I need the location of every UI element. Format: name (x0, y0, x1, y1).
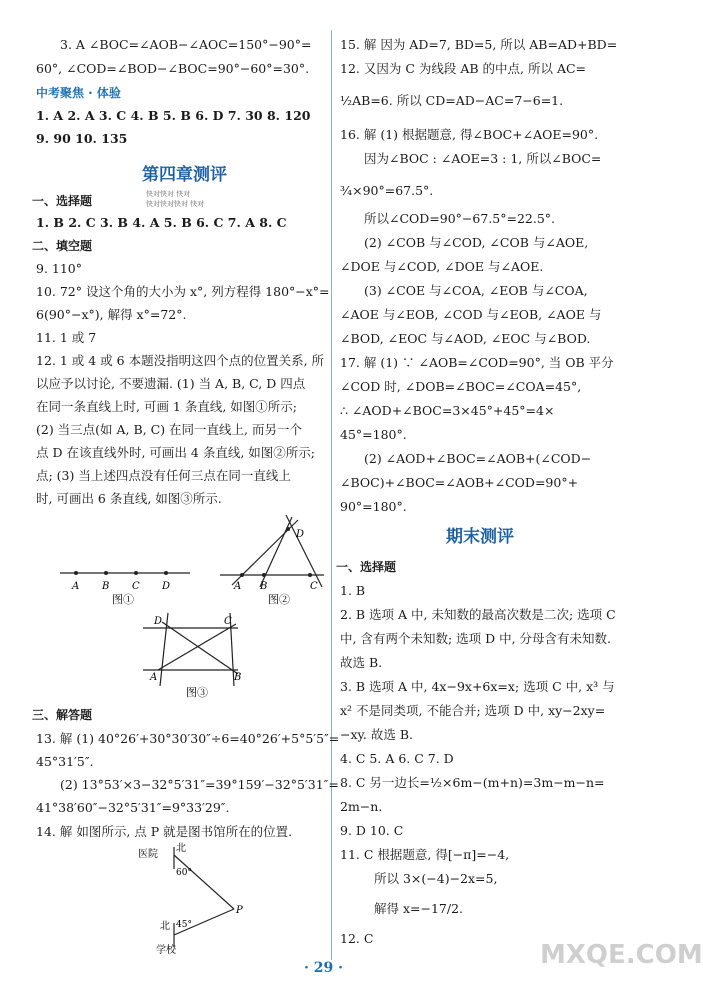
label-north-2: 北 (160, 921, 170, 932)
answer-17-g: 90°=180°. (340, 499, 407, 514)
label-school: 学校 (156, 945, 176, 956)
answer-13: 13. 解 (1) 40°26′+30°30′30″÷6=40°26′+5°5′5″= (36, 731, 340, 746)
heading-fill: 二、填空题 (32, 239, 93, 253)
answer-15-b: 12. 又因为 C 为线段 AB 的中点, 所以 AC= (340, 61, 587, 76)
chapter-4-title: 第四章测评 (142, 165, 227, 185)
final-q11: 11. C 根据题意, 得[−π]=−4, (340, 847, 510, 862)
answer-15: 15. 解 因为 AD=7, BD=5, 所以 AB=AD+BD= (340, 37, 618, 52)
watermark-site: MXQE.COM (540, 940, 703, 970)
figure-14 (134, 843, 264, 955)
fill-12-b: 以应予以讨论, 不要遗漏. (1) 当 A, B, C, D 四点 (36, 376, 306, 391)
section-zhongkao: 中考聚焦 · 体验 (36, 86, 121, 100)
answer-17-d: 45°=180°. (340, 427, 407, 442)
fill-12-c: 在同一条直线上时, 可画 1 条直线, 如图①所示; (36, 399, 298, 414)
svg-text:A: A (72, 581, 80, 592)
zhongkao-answers-1: 1. A 2. A 3. C 4. B 5. B 6. D 7. 30 8. 120 (36, 108, 311, 123)
svg-text:A: A (150, 672, 158, 683)
answer-16-c: ¾×90°=67.5°. (340, 183, 434, 198)
final-q3: 3. B 选项 A 中, 4x−9x+6x=x; 选项 C 中, x³ 与 (340, 679, 615, 694)
final-q2-b: 中, 含有两个未知数; 选项 D 中, 分母含有未知数. (340, 631, 612, 646)
heading-choice: 一、选择题 (32, 194, 93, 208)
final-q11-c: 解得 x=−17/2. (374, 901, 464, 916)
svg-text:C: C (224, 616, 232, 627)
answer-17-e: (2) ∠AOD+∠BOC=∠AOB+(∠COD− (364, 451, 592, 466)
svg-text:D: D (154, 616, 163, 627)
answer-13-c: (2) 13°53′×3−32°5′31″=39°159′−32°5′31″= (60, 777, 339, 792)
svg-text:B: B (260, 581, 268, 592)
answer-16-b: 因为∠BOC : ∠AOE=3 : 1, 所以∠BOC= (364, 151, 602, 166)
heading-answers: 三、解答题 (32, 708, 93, 722)
final-q11-b: 所以 3×(−4)−2x=5, (374, 871, 498, 886)
fill-9: 9. 110° (36, 261, 83, 276)
answer-15-c: ½AB=6. 所以 CD=AD−AC=7−6=1. (340, 93, 564, 108)
fig1-label: 图① (112, 593, 134, 606)
fill-11: 11. 1 或 7 (36, 330, 97, 345)
svg-text:B: B (234, 672, 242, 683)
answer-14: 14. 解 如图所示, 点 P 就是图书馆所在的位置. (36, 824, 293, 839)
answer-17-c: ∴ ∠AOD+∠BOC=3×45°+45°=4× (340, 403, 555, 418)
choice-answers: 1. B 2. C 3. B 4. A 5. B 6. C 7. A 8. C (36, 215, 287, 230)
final-q1: 1. B (340, 583, 366, 598)
fill-12-e: 点 D 在该直线外时, 可画出 4 条直线, 如图②所示; (36, 445, 315, 460)
final-test-title: 期末测评 (446, 527, 514, 547)
page-number: · 29 · (304, 960, 343, 976)
final-q8: 8. C 另一边长=½×6m−(m+n)=3m−m−n= (340, 775, 605, 790)
watermark-tiny-1: 快对快对 快对 (146, 190, 191, 198)
final-q4-7: 4. C 5. A 6. C 7. D (340, 751, 454, 766)
answer-17: 17. 解 (1) ∵ ∠AOB=∠COD=90°, 当 OB 平分 (340, 355, 614, 370)
label-angle-45: 45° (176, 920, 192, 930)
fill-10-cont: 6(90°−x°), 解得 x°=72°. (36, 307, 187, 322)
svg-text:B: B (102, 581, 110, 592)
figure-3 (138, 608, 248, 700)
fill-10: 10. 72° 设这个角的大小为 x°, 列方程得 180°−x°= (36, 284, 330, 299)
answer-16-f: ∠DOE 与∠COD, ∠DOE 与∠AOE. (340, 259, 544, 274)
final-q3-c: −xy. 故选 B. (340, 727, 414, 742)
fill-12-h: 时, 可画出 6 条直线, 如图③所示. (36, 491, 222, 506)
answer-16-e: (2) ∠COB 与∠COD, ∠COB 与∠AOE, (364, 235, 589, 250)
final-q3-b: x² 不是同类项, 不能合并; 选项 D 中, xy−2xy= (340, 703, 606, 718)
answer-16-i: ∠BOD, ∠EOC 与∠AOD, ∠EOC 与∠BOD. (340, 331, 591, 346)
figure-1 (60, 571, 190, 606)
answer-3-cont: 60°, ∠COD=∠BOD−∠BOC=90°−60°=30°. (36, 61, 310, 76)
answer-3: 3. A ∠BOC=∠AOB−∠AOC=150°−90°= (60, 37, 312, 52)
final-q8-b: 2m−n. (340, 799, 383, 814)
answer-13-d: 41°38′60″−32°5′31″=9°33′29″. (36, 800, 230, 815)
final-q12: 12. C (340, 931, 374, 946)
label-p: P (236, 905, 243, 916)
svg-text:A: A (234, 581, 242, 592)
answer-16-h: ∠AOE 与∠EOB, ∠COD 与∠EOB, ∠AOE 与 (340, 307, 602, 322)
answer-17-b: ∠COD 时, ∠DOB=∠BOC=∠COA=45°, (340, 379, 582, 394)
svg-text:D: D (296, 529, 305, 540)
watermark-tiny-2: 快对快对快对 快对 (146, 200, 205, 208)
svg-text:D: D (162, 581, 171, 592)
label-north-1: 北 (176, 843, 186, 854)
svg-text:C: C (132, 581, 140, 592)
figures-1-2 (60, 515, 330, 605)
column-divider (331, 30, 332, 960)
answer-13-b: 45°31′5″. (36, 754, 94, 769)
answer-16: 16. 解 (1) 根据题意, 得∠BOC+∠AOE=90°. (340, 127, 599, 142)
fill-12-d: (2) 当三点(如 A, B, C) 在同一直线上, 而另一个 (36, 422, 302, 437)
figure-2 (220, 515, 324, 606)
fig3-label: 图③ (186, 686, 208, 699)
answer-16-d: 所以∠COD=90°−67.5°=22.5°. (364, 211, 556, 226)
fill-12-g: 点; (3) 当上述四点没有任何三点在同一直线上 (36, 468, 291, 483)
answer-17-f: ∠BOC)+∠BOC=∠AOB+∠COD=90°+ (340, 475, 579, 490)
final-q2: 2. B 选项 A 中, 未知数的最高次数是二次; 选项 C (340, 607, 616, 622)
heading-final-choice: 一、选择题 (336, 560, 397, 574)
zhongkao-answers-2: 9. 90 10. 135 (36, 131, 128, 146)
answer-16-g: (3) ∠COE 与∠COA, ∠EOB 与∠COA, (364, 283, 588, 298)
label-angle-60: 60° (176, 868, 192, 878)
fig2-label: 图② (268, 593, 290, 606)
final-q2-c: 故选 B. (340, 655, 383, 670)
final-q9-10: 9. D 10. C (340, 823, 404, 838)
svg-text:C: C (310, 581, 318, 592)
fill-12: 12. 1 或 4 或 6 本题没指明这四个点的位置关系, 所 (36, 353, 325, 368)
label-hospital: 医院 (138, 849, 158, 860)
